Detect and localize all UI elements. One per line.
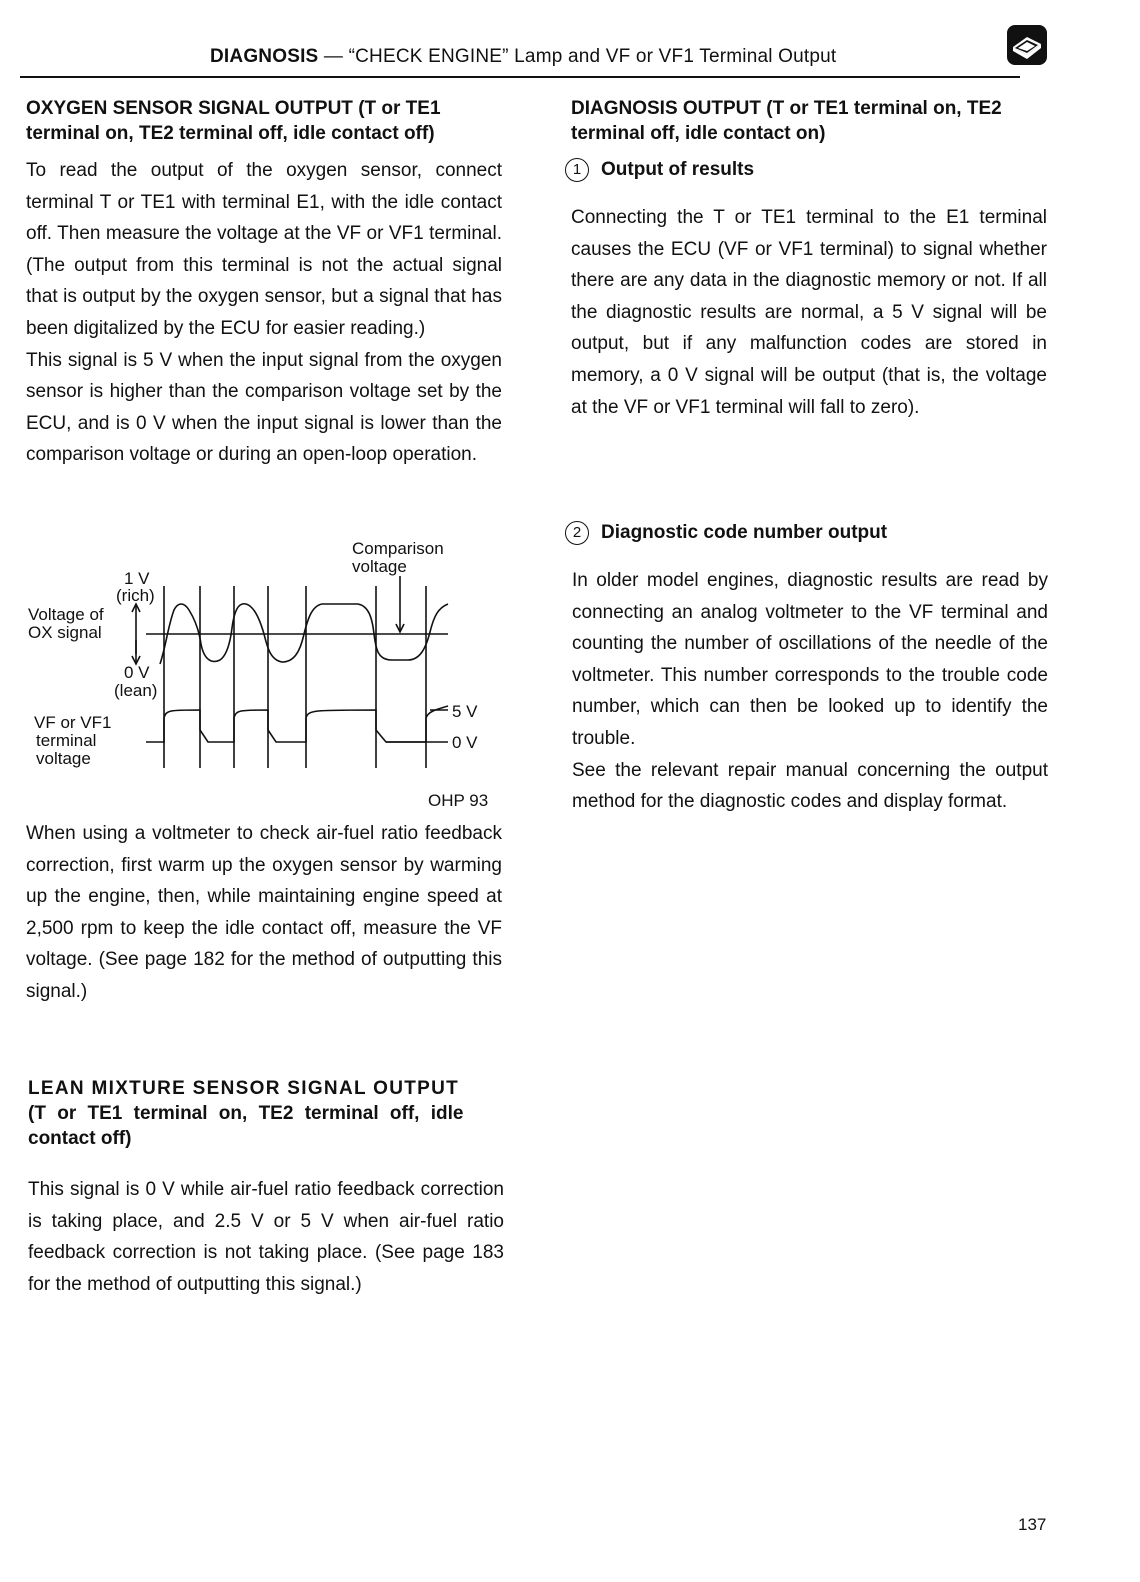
- vf-waveform: [146, 706, 448, 742]
- comparison-label-1: Comparison: [352, 539, 444, 558]
- output-results-paragraph: Connecting the T or TE1 terminal to the E1 terminal causes the ECU (VF or VF1 terminal) to signal whether there are any data in the diagnostic memory or not. If all the diagnostic results are normal, a 5 V signal will be output, but if any malfunction codes are stored in memory, a 0 V signal will be output (that is, the voltage at the VF or VF1 terminal will fall to zero).: [571, 207, 1047, 418]
- output-results-body: [571, 202, 1047, 423]
- voltmeter-paragraph: When using a voltmeter to check air-fuel ratio feedback correction, first warm up the oxygen sensor by warming up the engine, then, while maintaining engine speed at 2,500 rpm to keep the idle contact off, measure the VF voltage. (See page 182 for the method of outputting this signal.): [26, 823, 502, 1002]
- vf-label-1: VF or VF1: [34, 713, 112, 732]
- rich-label-1: 1 V: [124, 569, 150, 588]
- oxygen-heading-line2: terminal on, TE2 terminal off, idle contact off): [26, 123, 435, 144]
- five-volt-label: 5 V: [452, 702, 478, 721]
- output-results-subheading: [565, 157, 754, 183]
- oxygen-paragraph-2: This signal is 5 V when the input signal from the oxygen sensor is higher than the comparison voltage set by the ECU, and is 0 V when the input signal is lower than the comparison voltage or during an open-loop operation.: [26, 349, 502, 466]
- diagram-lines: [132, 576, 448, 768]
- diagnostic-code-body: [572, 565, 1048, 818]
- comparison-label-2: voltage: [352, 557, 407, 576]
- circled-number-2: 2: [565, 521, 589, 545]
- lean-label-2: (lean): [114, 681, 158, 700]
- ohp-label: OHP 93: [428, 791, 489, 810]
- ox-label-2: OX signal: [28, 623, 102, 642]
- vf-label-2: terminal: [36, 731, 97, 750]
- output-results-title: Output of results: [601, 159, 755, 180]
- oxygen-sensor-heading: [26, 96, 506, 146]
- diagnostic-code-subheading: [565, 520, 887, 546]
- oxygen-sensor-body: [26, 155, 502, 471]
- diagnosis-heading-line1: DIAGNOSIS OUTPUT (T or TE1 terminal on, TE2: [571, 98, 1002, 119]
- header-title-bold: DIAGNOSIS: [210, 46, 319, 67]
- zero-volt-label: 0 V: [452, 733, 478, 752]
- header-title-rest: — “CHECK ENGINE” Lamp and VF or VF1 Terminal Output: [318, 46, 837, 67]
- page-header: [20, 40, 1020, 78]
- diagnosis-output-heading: [571, 96, 1047, 146]
- diagnostic-code-paragraph-2: See the relevant repair manual concerning the output method for the diagnostic codes and display format.: [572, 759, 1048, 813]
- lean-paragraph: This signal is 0 V while air-fuel ratio feedback correction is taking place, and 2.5 V or 5 V when air-fuel ratio feedback correction is not taking place. (See page 183 for the method of outputting this signal.): [28, 1179, 504, 1295]
- lean-mixture-heading: [28, 1076, 500, 1151]
- rich-label-2: (rich): [116, 586, 155, 605]
- page-number: 137: [1018, 1515, 1047, 1534]
- oxygen-signal-diagram: [24, 536, 504, 816]
- circled-number-1: 1: [565, 158, 589, 182]
- vf-label-3: voltage: [36, 749, 91, 768]
- lean-label-1: 0 V: [124, 663, 150, 682]
- oxygen-heading-line1: OXYGEN SENSOR SIGNAL OUTPUT (T or TE1: [26, 98, 441, 119]
- diagnostic-code-title: Diagnostic code number output: [601, 522, 888, 543]
- voltmeter-body: [26, 818, 502, 1008]
- oxygen-paragraph-1: To read the output of the oxygen sensor, connect terminal T or TE1 with terminal E1, with the idle contact off. Then measure the voltage at the VF or VF1 terminal. (The output from this terminal is not the actual signal that is output by the oxygen sensor, but a signal that has been digitalized by the ECU for easier reading.): [26, 160, 502, 339]
- diagnosis-heading-line2: terminal off, idle contact on): [571, 123, 826, 144]
- diagnostic-code-paragraph-1: In older model engines, diagnostic results are read by connecting an analog voltmeter to the VF terminal and counting the number of oscillations of the needle of the voltmeter. This number corresponds to the trouble code number, which can then be looked up to identify the trouble.: [572, 570, 1048, 749]
- lean-heading-line3: contact off): [28, 1128, 132, 1149]
- lean-heading-line2: (T or TE1 terminal on, TE2 terminal off, idle: [28, 1103, 464, 1124]
- ox-label-1: Voltage of: [28, 605, 104, 624]
- header-title: [210, 46, 836, 68]
- lean-mixture-body: [28, 1174, 504, 1300]
- book-icon: [1006, 24, 1048, 66]
- lean-heading-line1: LEAN MIXTURE SENSOR SIGNAL OUTPUT: [28, 1078, 460, 1099]
